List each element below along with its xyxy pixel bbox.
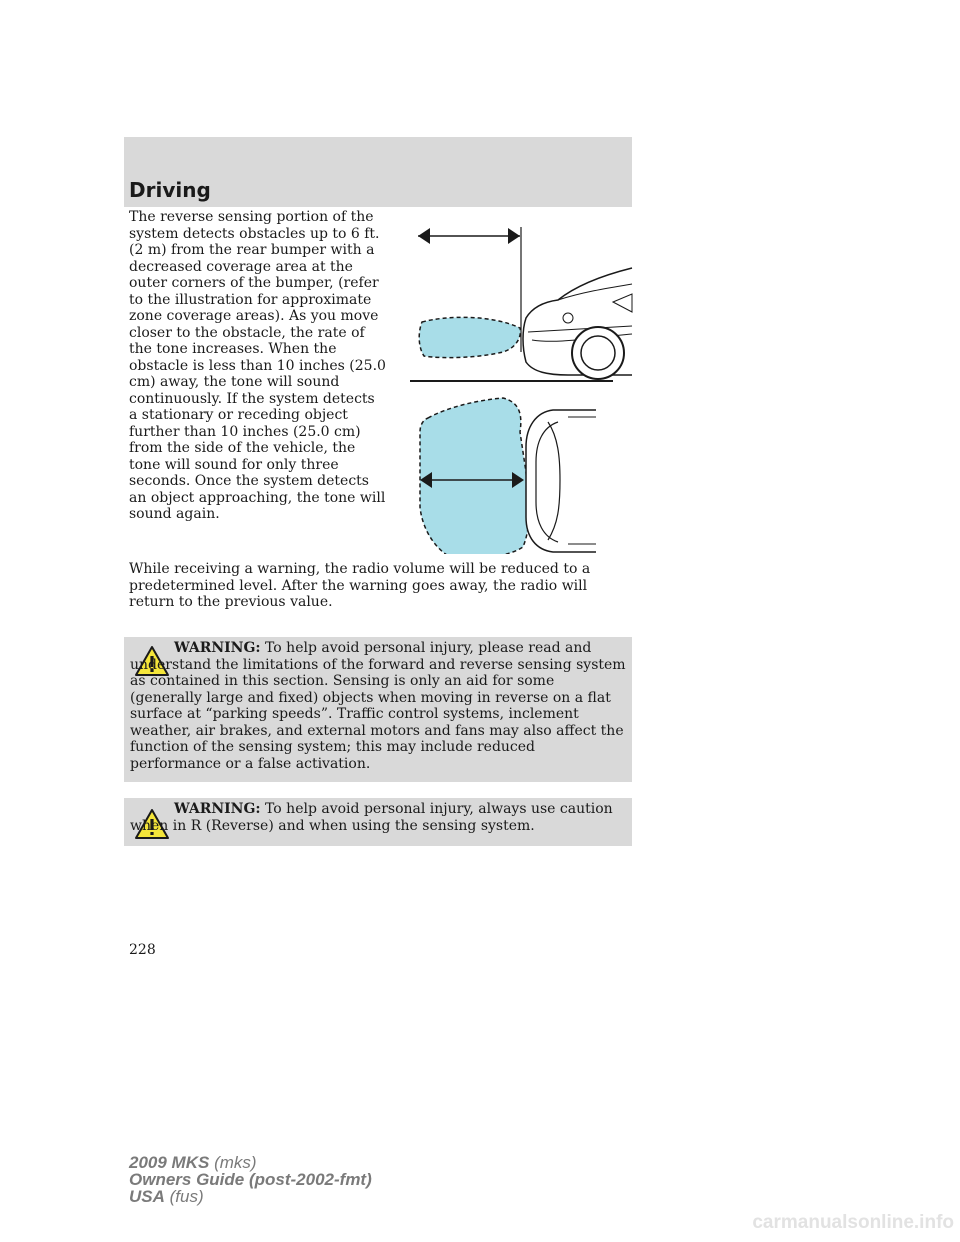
section-title: Driving (129, 178, 211, 202)
sensing-zone-diagram (408, 222, 634, 554)
warning-box (124, 798, 632, 846)
top-view-illustration (420, 398, 596, 554)
footer-model: 2009 MKS (129, 1153, 210, 1172)
warning-label: WARNING: (174, 801, 261, 817)
document-footer (129, 1154, 372, 1205)
footer-guide-type: Owners Guide (post-2002-fmt) (129, 1170, 372, 1189)
warning-text (130, 801, 628, 834)
watermark: carmanualsonline.info (752, 1212, 954, 1233)
side-coverage-zone (419, 317, 520, 357)
warning-label: WARNING: (174, 640, 261, 656)
footer-market: USA (129, 1187, 165, 1206)
footer-market-code: (fus) (169, 1187, 204, 1206)
radio-volume-paragraph: While receiving a warning, the radio volume will be reduced to a predetermined level. After the warning goes away, the radio will return to the previous value. (129, 561, 591, 610)
arrowhead-left (418, 228, 430, 244)
footer-model-code: (mks) (214, 1153, 257, 1172)
warning-box (124, 637, 632, 782)
side-view-illustration (410, 227, 632, 381)
rear-wheel (572, 327, 624, 379)
arrowhead-right (508, 228, 520, 244)
page-number: 228 (129, 942, 156, 958)
warning-body: To help avoid personal injury, always use caution when in R (Reverse) and when using the sensing system. (130, 801, 613, 834)
warning-body: To help avoid personal injury, please read and understand the limitations of the forward and reverse sensing system as contained in this section. Sensing is only an aid for some (generally large and fixed) objects when moving in reverse on a flat surface at “parking speeds”. Traffic control systems, inclement weather, air brakes, and external motors and fans may also affect the function of the sensing system; this may include reduced performance or a false activation. (130, 640, 626, 772)
intro-paragraph: The reverse sensing portion of the system detects obstacles up to 6 ft. (2 m) from the rear bumper with a decreased coverage area at the outer corners of the bumper, (refer to the illustration for approximate zone coverage areas). As you move closer to the obstacle, the rate of the tone increases. When the obstacle is less than 10 inches (25.0 cm) away, the tone will sound continuously. If the system detects a stationary or receding object further than 10 inches (25.0 cm) from the side of the vehicle, the tone will sound for only three seconds. Once the system detects an object approaching, the tone will sound again. (129, 209, 386, 522)
warning-text (130, 640, 628, 772)
